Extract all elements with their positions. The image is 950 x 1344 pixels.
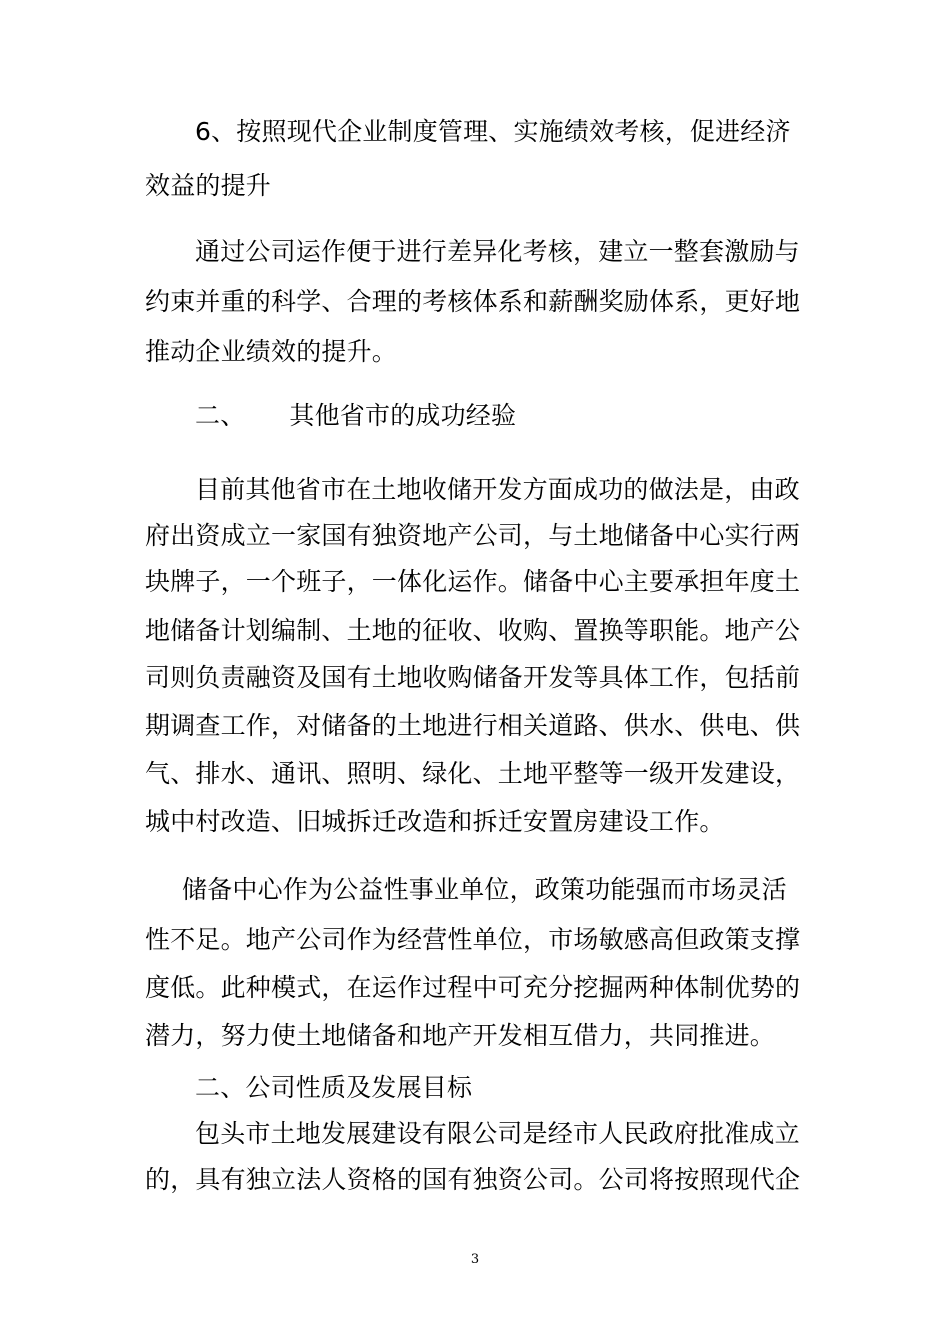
paragraph-line: 通过公司运作便于进行差异化考核，建立一整套激励与 [195, 237, 800, 266]
paragraph-line: 目前其他省市在土地收储开发方面成功的做法是，由政 [195, 475, 800, 504]
paragraph-line: 储备中心作为公益性事业单位，政策功能强而市场灵活 [182, 875, 787, 904]
paragraph-line: 气、排水、通讯、照明、绿化、土地平整等一级开发建设， [145, 759, 801, 788]
page-number: 3 [470, 1252, 480, 1267]
paragraph-line: 块牌子，一个班子，一体化运作。储备中心主要承担年度土 [145, 567, 801, 596]
section-heading-company: 二、公司性质及发展目标 [195, 1073, 473, 1102]
section-number: 二、 [195, 401, 246, 430]
section-heading-other-provinces [195, 400, 516, 432]
paragraph-line: 期调查工作，对储备的土地进行相关道路、供水、供电、供 [145, 711, 801, 740]
section-6-heading-line-2: 效益的提升 [145, 171, 272, 200]
paragraph-line: 地储备计划编制、土地的征收、收购、置换等职能。地产公 [145, 616, 801, 645]
paragraph-line: 城中村改造、旧城拆迁改造和拆迁安置房建设工作。 [145, 807, 725, 836]
paragraph-line: 推动企业绩效的提升。 [145, 337, 398, 366]
paragraph-line: 性不足。地产公司作为经营性单位，市场敏感高但政策支撑 [145, 925, 801, 954]
paragraph-line: 度低。此种模式，在运作过程中可充分挖掘两种体制优势的 [145, 973, 801, 1002]
paragraph-line: 府出资成立一家国有独资地产公司，与土地储备中心实行两 [145, 521, 801, 550]
paragraph-line: 潜力，努力使土地储备和地产开发相互借力，共同推进。 [145, 1021, 776, 1050]
paragraph-line: 包头市土地发展建设有限公司是经市人民政府批准成立 [195, 1119, 800, 1148]
paragraph-line: 司则负责融资及国有土地收购储备开发等具体工作，包括前 [145, 663, 801, 692]
section-title: 其他省市的成功经验 [289, 401, 517, 430]
paragraph-line: 约束并重的科学、合理的考核体系和薪酬奖励体系，更好地 [145, 287, 801, 316]
paragraph-line: 的，具有独立法人资格的国有独资公司。公司将按照现代企 [145, 1165, 801, 1194]
section-6-heading-line-1: 6、按照现代企业制度管理、实施绩效考核，促进经济 [195, 117, 791, 146]
